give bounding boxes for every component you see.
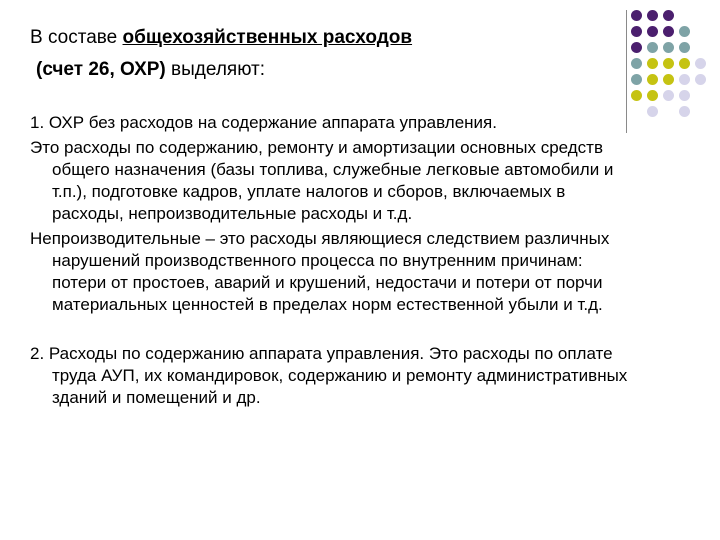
decorative-dot — [663, 74, 674, 85]
spacer — [30, 319, 630, 343]
spacer — [30, 86, 630, 112]
decorative-dot — [647, 10, 658, 21]
decorative-dot — [647, 26, 658, 37]
decorative-dot — [663, 26, 674, 37]
decorative-dot — [663, 42, 674, 53]
decorative-dot — [631, 90, 642, 101]
decorative-dot — [631, 42, 642, 53]
heading-suffix: выделяют: — [165, 59, 266, 80]
decorative-dot — [647, 74, 658, 85]
heading-prefix: В составе — [30, 27, 123, 48]
decorative-dot-grid — [631, 10, 711, 120]
decorative-dot — [647, 58, 658, 69]
decorative-dot — [647, 42, 658, 53]
decorative-dot — [695, 74, 706, 85]
decorative-dot — [663, 10, 674, 21]
decorative-dot — [695, 58, 706, 69]
decorative-dot — [679, 42, 690, 53]
paragraph-item-2: 2. Расходы по содержанию аппарата управления. Это расходы по оплате труда АУП, их командировок, содержанию и ремонту административных зданий и помещений и др. — [30, 344, 628, 407]
decorative-dot — [679, 58, 690, 69]
decorative-dot — [663, 58, 674, 69]
decorative-dot — [663, 90, 674, 101]
decorative-dot — [679, 106, 690, 117]
decorative-dot — [679, 90, 690, 101]
decorative-dot — [631, 26, 642, 37]
decorative-dot — [647, 90, 658, 101]
decorative-dot — [631, 10, 642, 21]
decorative-dot — [647, 106, 658, 117]
decorative-dot — [631, 58, 642, 69]
decorative-dot — [679, 26, 690, 37]
paragraph-unproductive-definition: Непроизводительные – это расходы являющиеся следствием различных нарушений производственного процесса по внутренним причинам: потери от простоев, аварий и крушений, недостачи и потери от порчи материальных ценностей в пределах норм естественной убыли и т.д. — [30, 229, 610, 314]
paragraph-item-1-description: Это расходы по содержанию, ремонту и амортизации основных средств общего назначения (базы топлива, служебные легковые автомобили и т.п.), подготовке кадров, уплате налогов и сборов, включаемых в расходы, непроизводительные расходы и т.д. — [30, 138, 614, 223]
heading-account: (счет 26, ОХР) — [36, 59, 166, 80]
decorative-dot — [679, 74, 690, 85]
decorative-dot — [631, 74, 642, 85]
heading-emphasis-term: общехозяйственных расходов — [122, 27, 413, 48]
slide-content — [30, 22, 630, 412]
heading-line-2 — [36, 54, 630, 86]
heading-line-1 — [30, 22, 630, 54]
paragraph-item-1: 1. ОХР без расходов на содержание аппарата управления. — [30, 113, 497, 132]
